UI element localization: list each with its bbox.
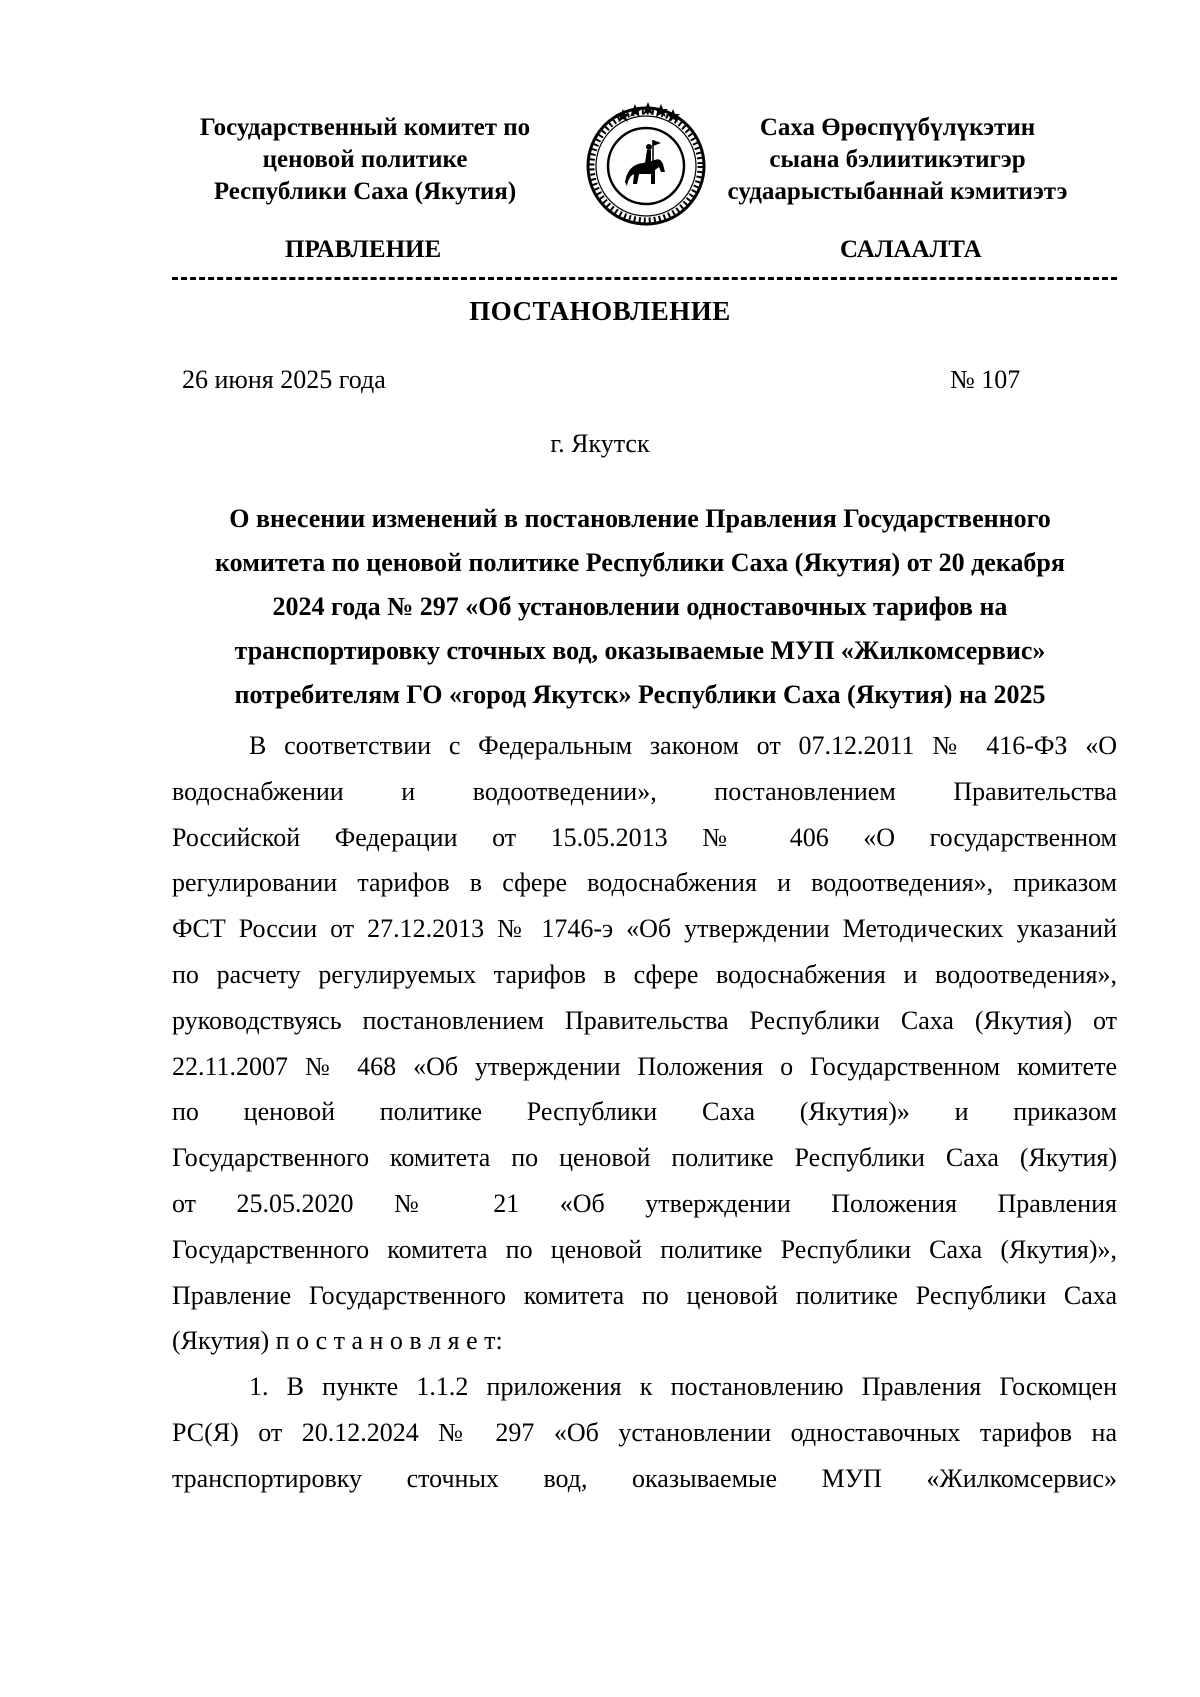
- body-line: 1. В пункте 1.1.2 приложения к постановлению Правления Госкомцен: [249, 1372, 1117, 1402]
- board-label-sakha: САЛААЛТА: [840, 236, 982, 263]
- title-line: комитета по ценовой политике Республики Саха (Якутия) от 20 декабря: [215, 548, 1065, 577]
- header-left-org-name: [170, 112, 560, 208]
- coat-of-arms-icon: [585, 100, 707, 228]
- title-line: 2024 года № 297 «Об установлении одноставочных тарифов на: [272, 592, 1008, 621]
- body-line: транспортировку сточных вод, оказываемые МУП «Жилкомсервис»: [172, 1463, 1117, 1493]
- header-divider: [172, 277, 1117, 280]
- document-type: ПОСТАНОВЛЕНИЕ: [469, 296, 731, 326]
- header-right-line: сыана бэлиитикэтигэр: [769, 146, 1026, 173]
- header-left-line: Государственный комитет по: [199, 114, 531, 141]
- document-number: № 107: [950, 365, 1021, 394]
- document-title: [160, 497, 1120, 717]
- body-line: по ценовой политике Республики Саха (Якутия)» и приказом: [172, 1097, 1117, 1127]
- body-line: (Якутия) п о с т а н о в л я е т:: [172, 1326, 503, 1356]
- board-label-ru: ПРАВЛЕНИЕ: [285, 236, 442, 263]
- body-line: по расчету регулируемых тарифов в сфере водоснабжения и водоотведения»,: [172, 959, 1117, 989]
- body-line: В соответствии с Федеральным законом от 07.12.2011 № 416-ФЗ «О: [249, 731, 1117, 760]
- header-right-org-name: [725, 112, 1070, 208]
- body-line: Российской Федерации от 15.05.2013 № 406 «О государственном: [172, 822, 1117, 852]
- document-body: [172, 723, 1117, 1502]
- title-line: транспортировку сточных вод, оказываемые МУП «Жилкомсервис»: [234, 636, 1046, 665]
- body-line: Государственного комитета по ценовой политике Республики Саха (Якутия): [172, 1143, 1117, 1173]
- title-line: О внесении изменений в постановление Правления Государственного: [229, 504, 1051, 533]
- body-line: регулировании тарифов в сфере водоснабжения и водоотведения», приказом: [172, 868, 1117, 898]
- header-right-line: Саха Өрөспүүбүлүкэтин: [759, 114, 1036, 141]
- body-line: от 25.05.2020 № 21 «Об утверждении Положения Правления: [172, 1188, 1117, 1218]
- body-line: 22.11.2007 № 468 «Об утверждении Положения о Государственном комитете: [172, 1051, 1117, 1081]
- title-line: потребителям ГО «город Якутск» Республики Саха (Якутия) на 2025: [234, 680, 1046, 709]
- body-line: руководствуясь постановлением Правительства Республики Саха (Якутия) от: [172, 1005, 1117, 1035]
- body-line: Правление Государственного комитета по ценовой политике Республики Саха: [172, 1280, 1117, 1310]
- document-date: 26 июня 2025 года: [182, 365, 386, 394]
- header-left-line: ценовой политике: [262, 146, 468, 173]
- header-left-line: Республики Саха (Якутия): [213, 178, 517, 205]
- body-line: ФСТ России от 27.12.2013 № 1746-э «Об утверждении Методических указаний: [172, 914, 1117, 944]
- document-city: г. Якутск: [550, 429, 650, 458]
- body-line: водоснабжении и водоотведении», постановлением Правительства: [172, 776, 1117, 806]
- header-right-line: судаарыстыбаннай кэмитиэтэ: [727, 178, 1068, 205]
- body-line: РС(Я) от 20.12.2024 № 297 «Об установлении одноставочных тарифов на: [172, 1417, 1117, 1447]
- body-line: Государственного комитета по ценовой политике Республики Саха (Якутия)»,: [172, 1234, 1117, 1264]
